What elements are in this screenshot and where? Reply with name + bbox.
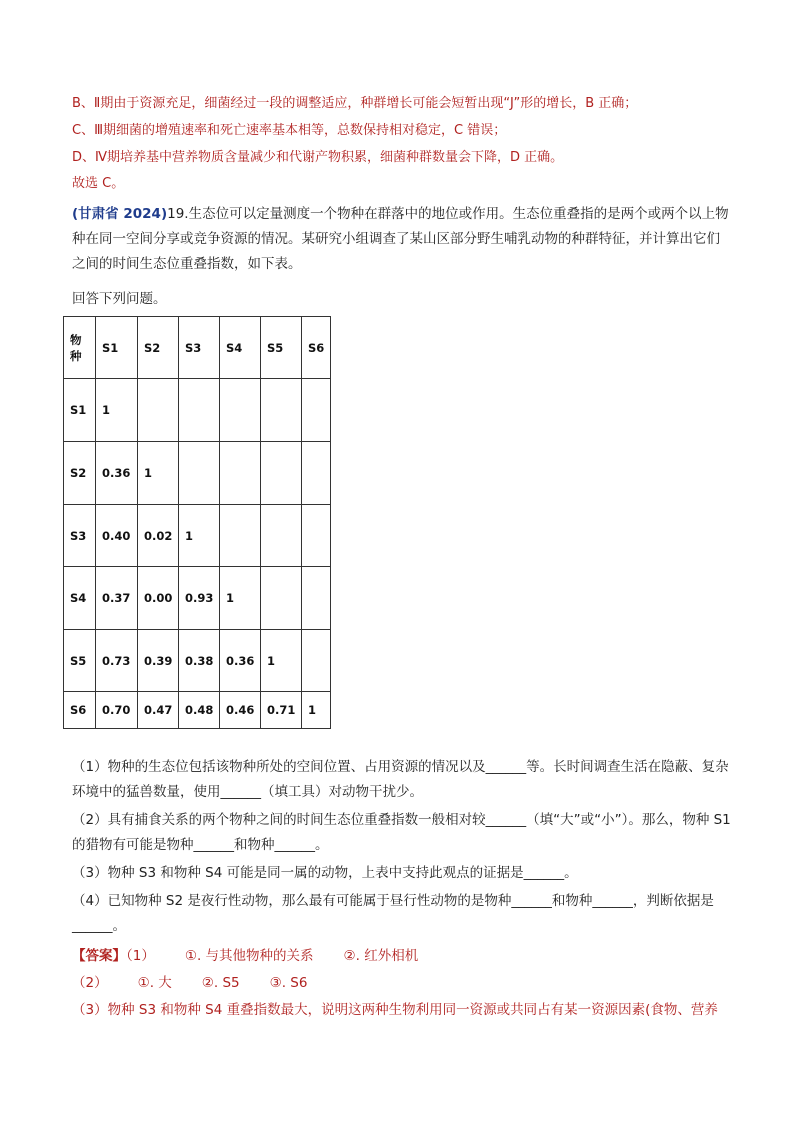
table-cell xyxy=(302,442,331,505)
table-cell: 0.36 xyxy=(96,442,138,505)
table-cell: 0.36 xyxy=(220,630,261,692)
table-cell xyxy=(220,505,261,567)
question-prompt: 回答下列问题。 xyxy=(72,291,167,307)
table-row-label: S3 xyxy=(64,505,96,567)
answer-2-part-1: ①. 大 xyxy=(137,975,172,991)
subquestion-2: （2）具有捕食关系的两个物种之间的时间生态位重叠指数一般相对较______（填“大”或“小”）。那么，物种 S1 的猎物有可能是物种______和物种______。 xyxy=(72,812,731,853)
table-cell xyxy=(261,442,302,505)
table-cell: 0.48 xyxy=(179,692,220,729)
table-row-label: S4 xyxy=(64,567,96,630)
table-cell xyxy=(261,505,302,567)
table-header-cell: S5 xyxy=(261,317,302,379)
table-row-label: S2 xyxy=(64,442,96,505)
table-row xyxy=(64,505,331,567)
answer-1-part-2: ②. 红外相机 xyxy=(343,948,419,964)
table-header-cell: S2 xyxy=(138,317,179,379)
table-cell xyxy=(138,379,179,442)
table-cell xyxy=(302,567,331,630)
table-cell: 0.73 xyxy=(96,630,138,692)
table-cell: 0.39 xyxy=(138,630,179,692)
table-cell xyxy=(220,379,261,442)
answer-1-part-1: ①. 与其他物种的关系 xyxy=(184,948,314,964)
answer-2-part-3: ③. S6 xyxy=(269,975,308,991)
table-row xyxy=(64,630,331,692)
table-row xyxy=(64,692,331,729)
explanation-c: C、Ⅲ期细菌的增殖速率和死亡速率基本相等，总数保持相对稳定，C 错误； xyxy=(72,123,507,138)
subquestion-3: （3）物种 S3 和物种 S4 可能是同一属的动物，上表中支持此观点的证据是______。 xyxy=(72,865,578,881)
table-cell: 1 xyxy=(96,379,138,442)
table-row-label: S6 xyxy=(64,692,96,729)
question-text: 生态位可以定量测度一个物种在群落中的地位或作用。生态位重叠指的是两个或两个以上物种在同一空间分享或竞争资源的情况。某研究小组调查了某山区部分野生哺乳动物的种群特征，并计算出它们之间的时间生态位重叠指数，如下表。 xyxy=(72,206,729,272)
table-cell: 0.46 xyxy=(220,692,261,729)
table-row xyxy=(64,379,331,442)
table-row xyxy=(64,567,331,630)
answer-2-number: （2） xyxy=(72,975,108,991)
answer-tag: 【答案】 xyxy=(72,948,126,964)
table-cell xyxy=(220,442,261,505)
explanation-conclusion: 故选 C。 xyxy=(72,176,125,191)
table-cell: 1 xyxy=(179,505,220,567)
table-cell: 1 xyxy=(261,630,302,692)
subquestion-4: （4）已知物种 S2 是夜行性动物，那么最有可能属于昼行性动物的是物种______和物种______，判断依据是______。 xyxy=(72,893,714,934)
question-source: (甘肃省 2024) xyxy=(72,206,168,222)
table-cell: 0.71 xyxy=(261,692,302,729)
table-cell: 0.93 xyxy=(179,567,220,630)
table-cell: 0.37 xyxy=(96,567,138,630)
answer-2-part-2: ②. S5 xyxy=(201,975,240,991)
answer-1-number: （1） xyxy=(126,948,155,964)
answer-line-3: （3）物种 S3 和物种 S4 重叠指数最大，说明这两种生物利用同一资源或共同占有某一资源因素(食物、营养 xyxy=(72,1002,718,1018)
explanation-d: D、Ⅳ期培养基中营养物质含量减少和代谢产物积累，细菌种群数量会下降，D 正确。 xyxy=(72,150,564,165)
table-cell: 1 xyxy=(302,692,331,729)
table-cell xyxy=(179,442,220,505)
table-row-label: S5 xyxy=(64,630,96,692)
table-cell: 0.38 xyxy=(179,630,220,692)
overlap-index-table xyxy=(63,316,331,729)
table-header-cell: S3 xyxy=(179,317,220,379)
table-cell: 0.02 xyxy=(138,505,179,567)
table-header-cell: S1 xyxy=(96,317,138,379)
table-cell: 0.00 xyxy=(138,567,179,630)
table-cell xyxy=(302,505,331,567)
table-cell: 0.47 xyxy=(138,692,179,729)
table-row xyxy=(64,442,331,505)
question-stem xyxy=(72,202,732,277)
table-header-cell: S6 xyxy=(302,317,331,379)
table-header-row xyxy=(64,317,331,379)
table-row-label: S1 xyxy=(64,379,96,442)
table-cell: 1 xyxy=(220,567,261,630)
table-header-cell: S4 xyxy=(220,317,261,379)
explanation-b: B、Ⅱ期由于资源充足，细菌经过一段的调整适应，种群增长可能会短暂出现“J”形的增长，B 正确； xyxy=(72,96,638,111)
table-cell xyxy=(261,379,302,442)
answer-line-2 xyxy=(72,973,307,993)
answer-line-1 xyxy=(72,946,418,966)
table-cell xyxy=(302,630,331,692)
table-cell: 0.40 xyxy=(96,505,138,567)
table-cell xyxy=(261,567,302,630)
table-corner-cell: 物 种 xyxy=(64,317,96,379)
table-cell xyxy=(302,379,331,442)
subquestion-1: （1）物种的生态位包括该物种所处的空间位置、占用资源的情况以及______等。长时间调查生活在隐蔽、复杂环境中的猛兽数量，使用______（填工具）对动物干扰少。 xyxy=(72,759,729,800)
question-number: 19. xyxy=(167,206,189,222)
table-cell xyxy=(179,379,220,442)
table-cell: 1 xyxy=(138,442,179,505)
table-cell: 0.70 xyxy=(96,692,138,729)
